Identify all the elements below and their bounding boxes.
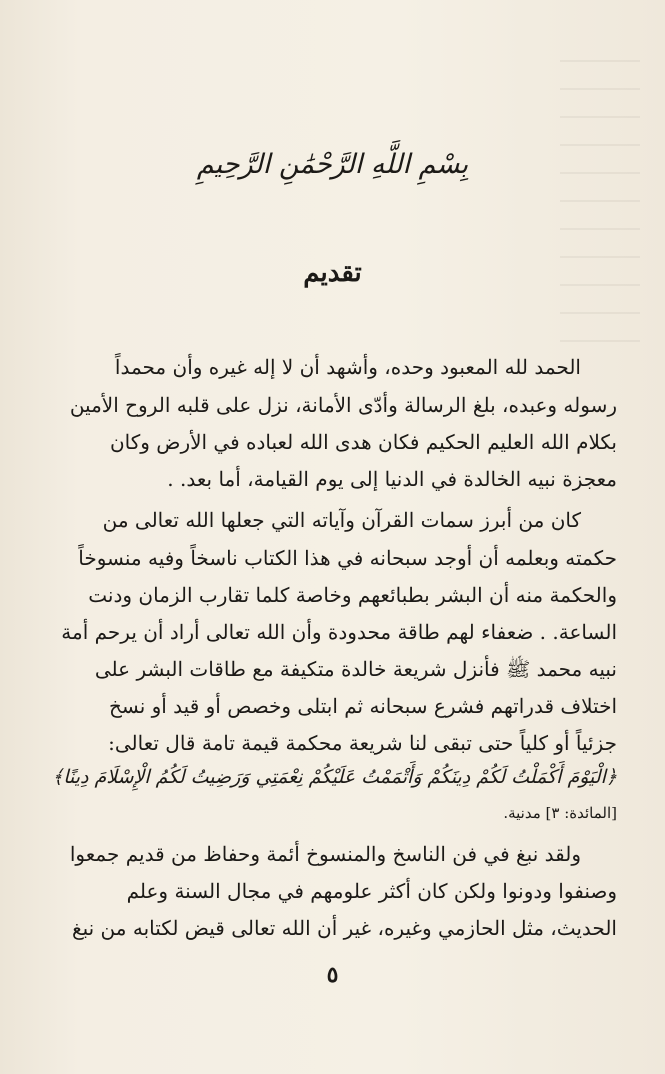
paragraph-line: جزئياً أو كلياً حتى تبقى لنا شريعة محكمة قيمة تامة قال تعالى: bbox=[108, 731, 617, 755]
paragraph-line: حكمته وبعلمه أن أوجد سبحانه في هذا الكتاب ناسخاً وفيه منسوخاً bbox=[78, 546, 617, 570]
bleed-through-shadow bbox=[560, 60, 640, 360]
paragraph-line: الحمد لله المعبود وحده، وأشهد أن لا إله غيره وأن محمداً bbox=[114, 355, 581, 379]
paragraph-line: الحديث، مثل الحازمي وغيره، غير أن الله تعالى قيض لكتابه من نبغ bbox=[71, 916, 617, 940]
paragraph-line: ولقد نبغ في فن الناسخ والمنسوخ أئمة وحفاظ من قديم جمعوا bbox=[69, 842, 581, 866]
paragraph-line: وصنفوا ودونوا ولكن كان أكثر علومهم في مجال السنة وعلم bbox=[126, 879, 617, 903]
paragraph-line: نبيه محمد ﷺ فأنزل شريعة خالدة متكيفة مع طاقات البشر على bbox=[94, 657, 617, 681]
verse-citation: [المائدة: ٣] مدنية. bbox=[503, 804, 617, 822]
paragraph-line: كان من أبرز سمات القرآن وآياته التي جعلها الله تعالى من bbox=[102, 508, 581, 532]
paragraph-line: الساعة. . ضعفاء لهم طاقة محدودة وأن الله تعالى أراد أن يرحم أمة bbox=[61, 620, 617, 644]
paragraph-line: معجزة نبيه الخالدة في الدنيا إلى يوم القيامة، أما بعد. . bbox=[167, 467, 617, 491]
page-number: ٥ bbox=[326, 962, 339, 988]
page-title: تقديم bbox=[303, 258, 362, 288]
paragraph-line: والحكمة منه أن البشر بطبائعهم وخاصة كلما تقارب الزمان ودنت bbox=[88, 583, 617, 607]
paragraph-line: رسوله وعبده، بلغ الرسالة وأدّى الأمانة، نزل على قلبه الروح الأمين bbox=[69, 393, 617, 417]
paragraph-line: اختلاف قدراتهم فشرع سبحانه ثم ابتلى وخصص أو قيد أو نسخ bbox=[108, 694, 617, 718]
basmala: بِسْمِ اللَّهِ الرَّحْمَٰنِ الرَّحِيمِ bbox=[196, 149, 469, 180]
paragraph-line: بكلام الله العليم الحكيم فكان هدى الله لعباده في الأرض وكان bbox=[109, 430, 617, 454]
quran-verse: ﴿الْيَوْمَ أَكْمَلْتُ لَكُمْ دِينَكُمْ وَأَتْمَمْتُ عَلَيْكُمْ نِعْمَتِي وَرَضِيتُ لَكُمُ الْإِسْلَامَ دِينًا﴾ bbox=[52, 766, 617, 788]
